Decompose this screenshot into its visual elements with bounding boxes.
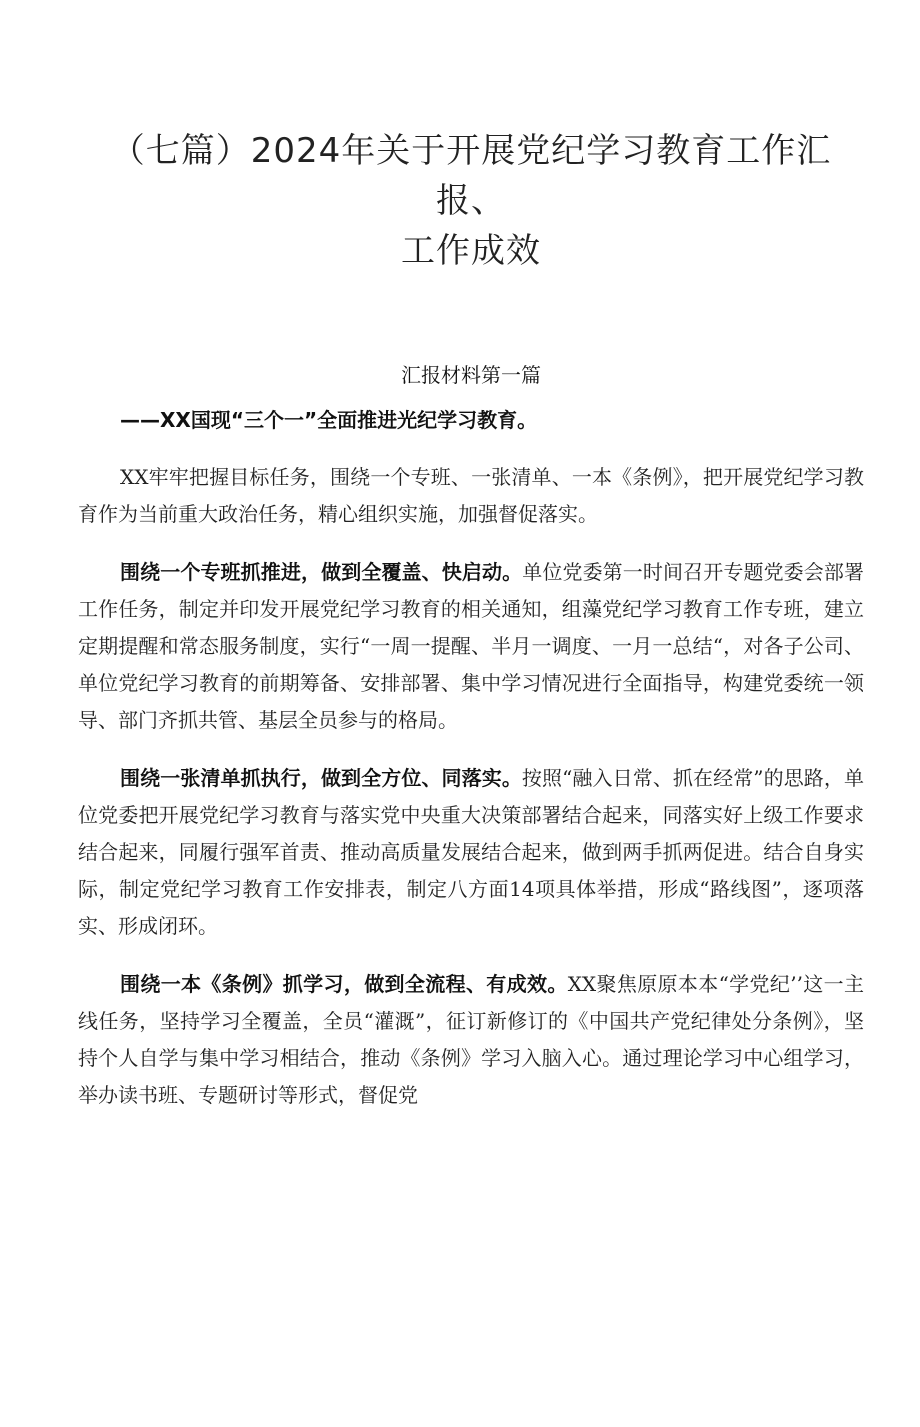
document-page (0, 126, 920, 1427)
paragraph-4 (78, 966, 864, 1114)
paragraph-3-text: 按照“融入日常、抓在经常”的思路，单位党委把开展党纪学习教育与落实党中央重大决策部署结合起来，同落实好上级工作要求结合起来，同履行强军首责、推动高质量发展结合起来，做到两手抓两促进。结合自身实际，制定党纪学习教育工作安排表，制定八方面14项具体举措，形成“路线图”，逐项落实、形成闭环。 (78, 766, 865, 938)
paragraph-3 (78, 760, 864, 945)
paragraph-1 (78, 459, 864, 533)
title-line-1: （七篇）2024年关于开展党纪学习教育工作汇报、 (110, 131, 832, 221)
paragraph-4-heading: 围绕一本《条例》抓学习，做到全流程、有成效。 (120, 972, 568, 996)
paragraph-2-heading: 围绕一个专班抓推进，做到全覆盖、快启动。 (120, 560, 523, 584)
section-subtitle: 汇报材料第一篇 (401, 363, 541, 387)
paragraph-1-text: XX牢牢把握目标任务，围绕一个专班、一张清单、一本《条例》，把开展党纪学习教育作为当前重大政治任务，精心组织实施，加强督促落实。 (78, 465, 864, 526)
paragraph-3-heading: 围绕一张清单抓执行，做到全方位、同落实。 (120, 766, 522, 790)
paragraph-2 (78, 554, 864, 739)
paragraph-4-text: XX聚焦原原本本“学党纪’’这一主线任务，坚持学习全覆盖，全员“灌溉”，征订新修订的《中国共产党纪律处分条例》，坚持个人自学与集中学习相结合，推动《条例》学习入脑入心。通过理论学习中心组学习，举办读书班、专题研讨等形式，督促党 (78, 972, 864, 1107)
section-lead: ——XX国现“三个一”全面推进光纪学习教育。 (120, 408, 538, 432)
paragraph-2-text: 单位党委第一时间召开专题党委会部署工作任务，制定并印发开展党纪学习教育的相关通知，组藻党纪学习教育工作专班，建立定期提醒和常态服务制度，实行“一周一提醒、半月一调度、一月一总结“，对各子公司、单位党纪学习教育的前期筹备、安排部署、集中学习情况进行全面指导，构建党委统一领导、部门齐抓共管、基层全员参与的格局。 (78, 560, 865, 732)
title-line-2: 工作成效 (401, 231, 541, 271)
document-title (78, 126, 864, 276)
